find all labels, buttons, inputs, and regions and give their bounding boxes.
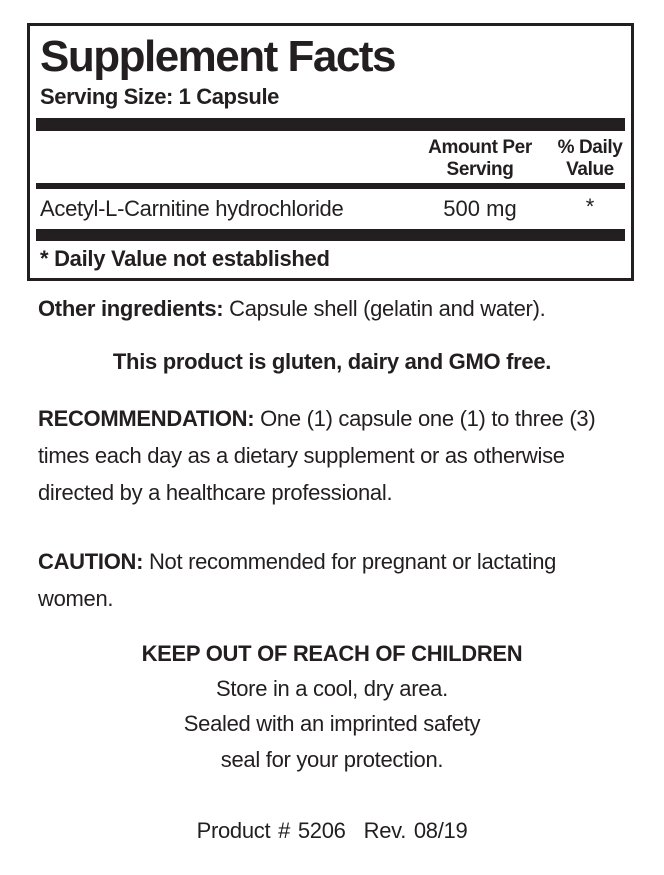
product-number: Product # 5206 bbox=[196, 818, 346, 843]
dv-header-line-2: Value bbox=[566, 159, 614, 180]
caution-label: CAUTION: bbox=[38, 549, 144, 574]
recommendation bbox=[38, 400, 638, 511]
free-statement: This product is gluten, dairy and GMO free. bbox=[112, 349, 552, 374]
other-ingredients bbox=[38, 290, 638, 327]
daily-value-footnote: * Daily Value not established bbox=[40, 246, 330, 271]
caution-text: Not recommended for pregnant or lactating women. bbox=[38, 549, 557, 611]
other-ingredients-label: Other ingredients: bbox=[38, 296, 224, 321]
serving-size: Serving Size: 1 Capsule bbox=[40, 84, 279, 109]
top-rule bbox=[36, 118, 625, 131]
daily-value-header bbox=[550, 137, 630, 181]
other-ingredients-text: Capsule shell (gelatin and water). bbox=[223, 296, 546, 321]
seal-notice-line-2: seal for your protection. bbox=[220, 747, 444, 772]
amount-header-line-1: Amount Per bbox=[428, 137, 532, 158]
product-info bbox=[0, 813, 664, 849]
supplement-facts-panel bbox=[27, 23, 634, 281]
amount-per-serving-header bbox=[415, 137, 545, 181]
caution bbox=[38, 543, 578, 617]
middle-rule bbox=[36, 183, 625, 189]
bottom-rule bbox=[36, 229, 625, 241]
seal-notice-line-1: Sealed with an imprinted safety bbox=[183, 711, 481, 736]
ingredient-name: Acetyl-L-Carnitine hydrochloride bbox=[40, 196, 344, 221]
recommendation-label: RECOMMENDATION: bbox=[38, 406, 255, 431]
keep-out-warning: KEEP OUT OF REACH OF CHILDREN bbox=[141, 641, 523, 666]
amount-header-line-2: Serving bbox=[446, 159, 514, 180]
recommendation-text: One (1) capsule one (1) to three (3) times each day as a dietary supplement or as otherwise directed by a healthcare professional. bbox=[38, 406, 596, 505]
facts-title: Supplement Facts bbox=[40, 32, 395, 81]
revision: Rev. 08/19 bbox=[363, 818, 468, 843]
ingredient-amount: 500 mg bbox=[443, 196, 517, 221]
storage-instructions: Store in a cool, dry area. bbox=[216, 676, 448, 701]
dv-header-line-1: % Daily bbox=[557, 137, 623, 158]
ingredient-daily-value: * bbox=[585, 194, 595, 219]
